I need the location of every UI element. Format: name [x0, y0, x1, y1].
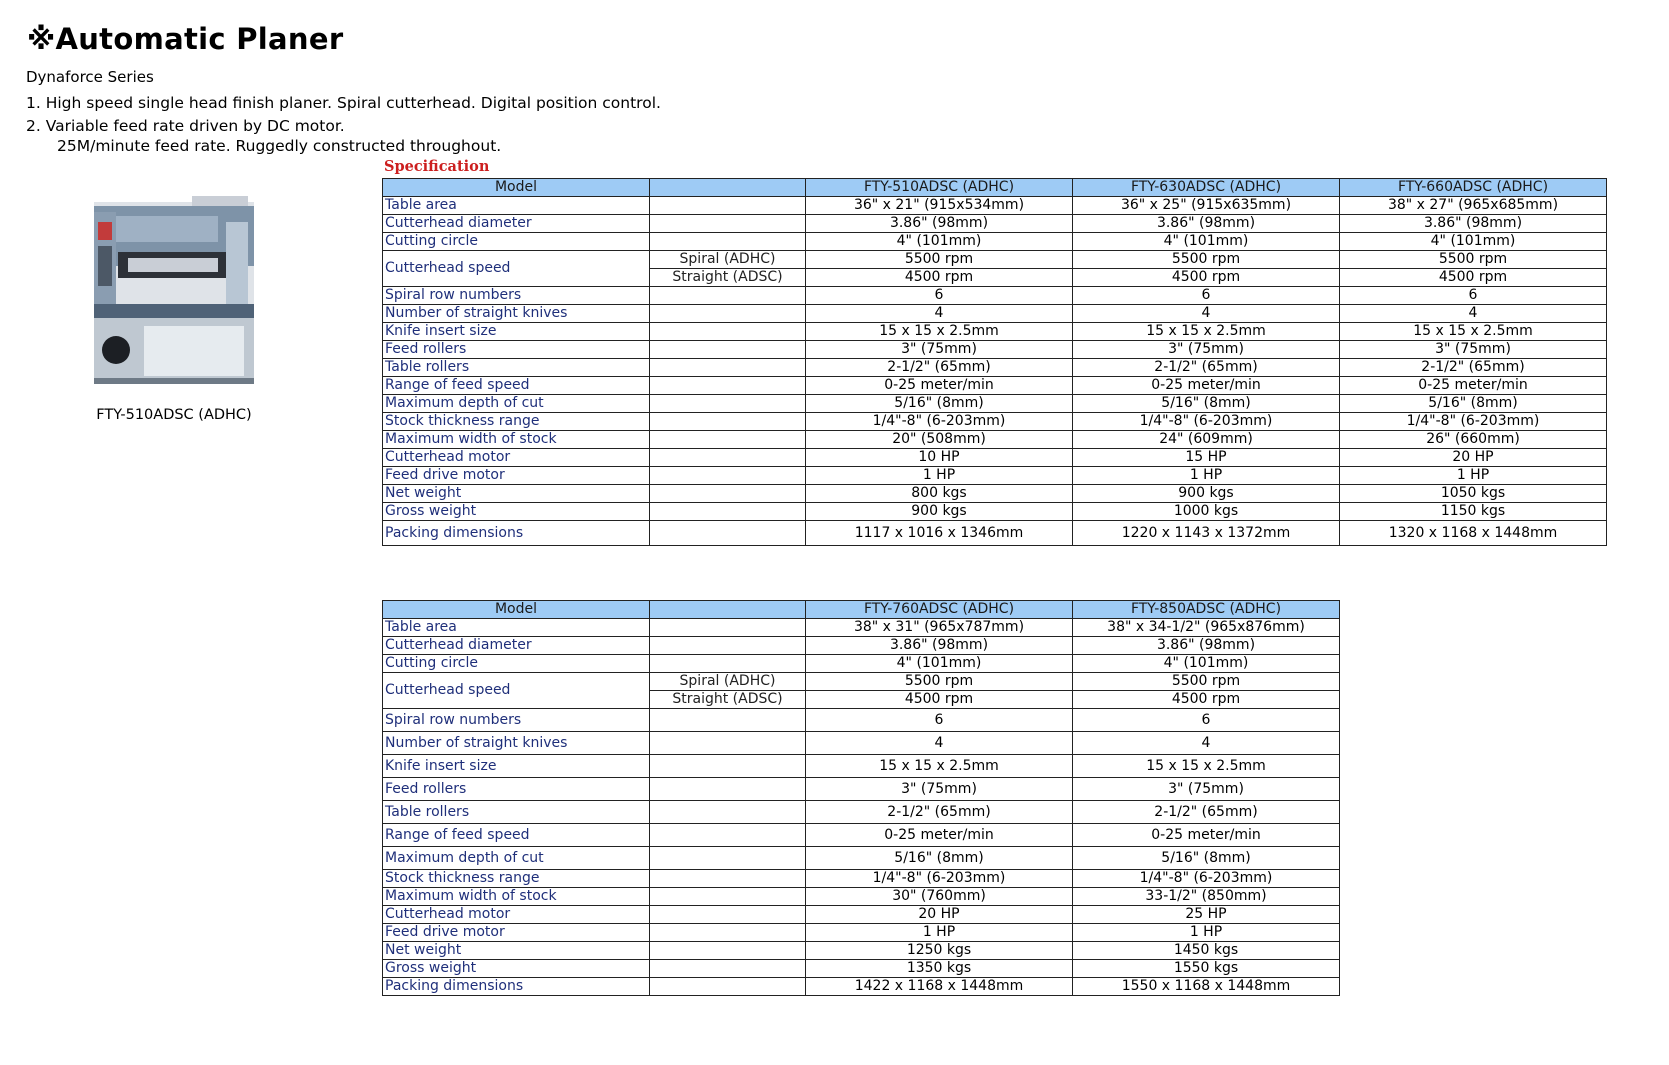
row-label: Cutting circle — [383, 655, 650, 673]
row-label: Feed rollers — [383, 341, 650, 359]
table-row — [383, 485, 1607, 503]
row-label: Maximum width of stock — [383, 888, 650, 906]
table-row — [383, 251, 1607, 269]
cell-value: 3.86" (98mm) — [1073, 215, 1340, 233]
table-row — [383, 521, 1607, 546]
row-label: Cutterhead speed — [383, 251, 650, 287]
table-row — [383, 801, 1340, 824]
cell-value: 5/16" (8mm) — [1340, 395, 1607, 413]
planer-machine-image — [88, 192, 260, 392]
empty-cell — [650, 870, 806, 888]
specification-heading: Specification — [384, 158, 490, 175]
cell-value: 3" (75mm) — [1073, 341, 1340, 359]
row-label: Cutting circle — [383, 233, 650, 251]
cell-value: 5500 rpm — [1340, 251, 1607, 269]
row-label: Maximum width of stock — [383, 431, 650, 449]
table-header-row — [383, 179, 1607, 197]
table-row — [383, 197, 1607, 215]
empty-cell — [650, 233, 806, 251]
row-label: Net weight — [383, 942, 650, 960]
cell-value: 0-25 meter/min — [1340, 377, 1607, 395]
table-row — [383, 305, 1607, 323]
row-label: Cutterhead speed — [383, 673, 650, 709]
model-name: FTY-660ADSC (ADHC) — [1340, 179, 1607, 197]
empty-cell — [650, 824, 806, 847]
cell-value: 1000 kgs — [1073, 503, 1340, 521]
row-label: Spiral row numbers — [383, 709, 650, 732]
cell-value: 1550 kgs — [1073, 960, 1340, 978]
cell-value: 33-1/2" (850mm) — [1073, 888, 1340, 906]
cell-value: 3.86" (98mm) — [806, 637, 1073, 655]
cell-value: 4" (101mm) — [1073, 655, 1340, 673]
cell-value: 1/4"-8" (6-203mm) — [1073, 870, 1340, 888]
empty-cell — [650, 888, 806, 906]
table-row — [383, 847, 1340, 870]
cell-value: 900 kgs — [806, 503, 1073, 521]
cell-value: 5/16" (8mm) — [1073, 847, 1340, 870]
cell-value: 1/4"-8" (6-203mm) — [806, 870, 1073, 888]
cell-value: 6 — [1340, 287, 1607, 305]
empty-cell — [650, 449, 806, 467]
cell-value: 1422 x 1168 x 1448mm — [806, 978, 1073, 996]
table-row — [383, 287, 1607, 305]
empty-cell — [650, 323, 806, 341]
empty-cell — [650, 960, 806, 978]
cell-value: 2-1/2" (65mm) — [806, 359, 1073, 377]
cell-value: 20" (508mm) — [806, 431, 1073, 449]
row-label: Stock thickness range — [383, 870, 650, 888]
table-row — [383, 906, 1340, 924]
cell-value: 1550 x 1168 x 1448mm — [1073, 978, 1340, 996]
row-label: Gross weight — [383, 960, 650, 978]
empty-cell — [650, 637, 806, 655]
table-row — [383, 377, 1607, 395]
table-row — [383, 215, 1607, 233]
cell-value: 4500 rpm — [1073, 691, 1340, 709]
cell-value: 4" (101mm) — [1073, 233, 1340, 251]
cell-value: 1117 x 1016 x 1346mm — [806, 521, 1073, 546]
table-row — [383, 655, 1340, 673]
table-row — [383, 359, 1607, 377]
series-name: Dynaforce Series — [26, 68, 154, 86]
table-row — [383, 942, 1340, 960]
photo-caption: FTY-510ADSC (ADHC) — [96, 407, 252, 423]
cell-value: 1/4"-8" (6-203mm) — [1340, 413, 1607, 431]
cell-value: 1 HP — [1073, 467, 1340, 485]
cell-value: 1450 kgs — [1073, 942, 1340, 960]
sub-label: Spiral (ADHC) — [650, 673, 806, 691]
empty-cell — [650, 942, 806, 960]
row-label: Packing dimensions — [383, 978, 650, 996]
cell-value: 1320 x 1168 x 1448mm — [1340, 521, 1607, 546]
cell-value: 3" (75mm) — [806, 778, 1073, 801]
cell-value: 3" (75mm) — [1340, 341, 1607, 359]
empty-cell — [650, 847, 806, 870]
table-row — [383, 467, 1607, 485]
row-label: Number of straight knives — [383, 305, 650, 323]
spec-table-1 — [382, 178, 1607, 546]
cell-value: 2-1/2" (65mm) — [806, 801, 1073, 824]
empty-cell — [650, 197, 806, 215]
cell-value: 24" (609mm) — [1073, 431, 1340, 449]
row-label: Feed drive motor — [383, 924, 650, 942]
model-name: FTY-760ADSC (ADHC) — [806, 601, 1073, 619]
cell-value: 4 — [1340, 305, 1607, 323]
table-row — [383, 870, 1340, 888]
cell-value: 1 HP — [806, 924, 1073, 942]
sub-label: Spiral (ADHC) — [650, 251, 806, 269]
feature-line-1: 1. High speed single head finish planer. Spiral cutterhead. Digital position control. — [26, 94, 661, 112]
model-name: FTY-850ADSC (ADHC) — [1073, 601, 1340, 619]
row-label: Number of straight knives — [383, 732, 650, 755]
cell-value: 1 HP — [806, 467, 1073, 485]
table-row — [383, 637, 1340, 655]
empty-cell — [650, 413, 806, 431]
empty-cell — [650, 467, 806, 485]
cell-value: 5500 rpm — [806, 251, 1073, 269]
empty-cell — [650, 619, 806, 637]
row-label: Table area — [383, 619, 650, 637]
row-label: Packing dimensions — [383, 521, 650, 546]
cell-value: 4500 rpm — [1340, 269, 1607, 287]
empty-cell — [650, 215, 806, 233]
row-label: Table rollers — [383, 801, 650, 824]
row-label: Table area — [383, 197, 650, 215]
feature-line-3: 25M/minute feed rate. Ruggedly constructed throughout. — [57, 137, 502, 155]
cell-value: 1150 kgs — [1340, 503, 1607, 521]
table-row — [383, 778, 1340, 801]
cell-value: 4 — [1073, 732, 1340, 755]
empty-cell — [650, 778, 806, 801]
row-label: Net weight — [383, 485, 650, 503]
row-label: Maximum depth of cut — [383, 847, 650, 870]
cell-value: 1 HP — [1073, 924, 1340, 942]
cell-value: 15 x 15 x 2.5mm — [806, 323, 1073, 341]
cell-value: 0-25 meter/min — [806, 377, 1073, 395]
cell-value: 1050 kgs — [1340, 485, 1607, 503]
empty-cell — [650, 287, 806, 305]
sub-label: Straight (ADSC) — [650, 269, 806, 287]
cell-value: 1350 kgs — [806, 960, 1073, 978]
cell-value: 36" x 25" (915x635mm) — [1073, 197, 1340, 215]
table-row — [383, 503, 1607, 521]
row-label: Cutterhead diameter — [383, 637, 650, 655]
empty-cell — [650, 341, 806, 359]
row-label: Feed rollers — [383, 778, 650, 801]
cell-value: 5/16" (8mm) — [806, 395, 1073, 413]
row-label: Table rollers — [383, 359, 650, 377]
model-header: Model — [383, 179, 650, 197]
empty-cell — [650, 377, 806, 395]
row-label: Knife insert size — [383, 755, 650, 778]
empty-cell — [650, 709, 806, 732]
empty-cell — [650, 655, 806, 673]
cell-value: 3" (75mm) — [806, 341, 1073, 359]
cell-value: 4500 rpm — [1073, 269, 1340, 287]
cell-value: 15 x 15 x 2.5mm — [1073, 323, 1340, 341]
blank-header — [650, 179, 806, 197]
cell-value: 5/16" (8mm) — [1073, 395, 1340, 413]
cell-value: 4" (101mm) — [806, 233, 1073, 251]
cell-value: 0-25 meter/min — [1073, 824, 1340, 847]
cell-value: 5/16" (8mm) — [806, 847, 1073, 870]
cell-value: 38" x 31" (965x787mm) — [806, 619, 1073, 637]
cell-value: 4500 rpm — [806, 269, 1073, 287]
planer-machine-icon — [88, 192, 260, 392]
table-row — [383, 673, 1340, 691]
empty-cell — [650, 359, 806, 377]
cell-value: 10 HP — [806, 449, 1073, 467]
row-label: Spiral row numbers — [383, 287, 650, 305]
cell-value: 36" x 21" (915x534mm) — [806, 197, 1073, 215]
empty-cell — [650, 978, 806, 996]
table-row — [383, 233, 1607, 251]
empty-cell — [650, 305, 806, 323]
table-row — [383, 888, 1340, 906]
cell-value: 15 x 15 x 2.5mm — [806, 755, 1073, 778]
cell-value: 0-25 meter/min — [1073, 377, 1340, 395]
table-row — [383, 709, 1340, 732]
table-row — [383, 960, 1340, 978]
table-row — [383, 431, 1607, 449]
table-header-row — [383, 601, 1340, 619]
empty-cell — [650, 521, 806, 546]
row-label: Cutterhead motor — [383, 906, 650, 924]
cell-value: 900 kgs — [1073, 485, 1340, 503]
cell-value: 15 HP — [1073, 449, 1340, 467]
row-label: Cutterhead diameter — [383, 215, 650, 233]
cell-value: 5500 rpm — [1073, 673, 1340, 691]
table-row — [383, 755, 1340, 778]
cell-value: 25 HP — [1073, 906, 1340, 924]
model-name: FTY-510ADSC (ADHC) — [806, 179, 1073, 197]
cell-value: 4500 rpm — [806, 691, 1073, 709]
cell-value: 2-1/2" (65mm) — [1340, 359, 1607, 377]
cell-value: 3.86" (98mm) — [1340, 215, 1607, 233]
empty-cell — [650, 924, 806, 942]
page-title: ※Automatic Planer — [27, 22, 344, 56]
cell-value: 15 x 15 x 2.5mm — [1340, 323, 1607, 341]
cell-value: 5500 rpm — [1073, 251, 1340, 269]
table-row — [383, 924, 1340, 942]
row-label: Feed drive motor — [383, 467, 650, 485]
empty-cell — [650, 906, 806, 924]
table-row — [383, 978, 1340, 996]
cell-value: 1 HP — [1340, 467, 1607, 485]
row-label: Maximum depth of cut — [383, 395, 650, 413]
row-label: Cutterhead motor — [383, 449, 650, 467]
cell-value: 30" (760mm) — [806, 888, 1073, 906]
table-row — [383, 413, 1607, 431]
table-row — [383, 732, 1340, 755]
empty-cell — [650, 431, 806, 449]
model-name: FTY-630ADSC (ADHC) — [1073, 179, 1340, 197]
cell-value: 1220 x 1143 x 1372mm — [1073, 521, 1340, 546]
table-row — [383, 449, 1607, 467]
cell-value: 3.86" (98mm) — [806, 215, 1073, 233]
cell-value: 15 x 15 x 2.5mm — [1073, 755, 1340, 778]
cell-value: 20 HP — [806, 906, 1073, 924]
cell-value: 5500 rpm — [806, 673, 1073, 691]
cell-value: 3.86" (98mm) — [1073, 637, 1340, 655]
cell-value: 800 kgs — [806, 485, 1073, 503]
cell-value: 6 — [806, 709, 1073, 732]
cell-value: 4" (101mm) — [1340, 233, 1607, 251]
model-header: Model — [383, 601, 650, 619]
cell-value: 1/4"-8" (6-203mm) — [806, 413, 1073, 431]
empty-cell — [650, 485, 806, 503]
sub-label: Straight (ADSC) — [650, 691, 806, 709]
empty-cell — [650, 755, 806, 778]
table-row — [383, 395, 1607, 413]
cell-value: 1/4"-8" (6-203mm) — [1073, 413, 1340, 431]
cell-value: 20 HP — [1340, 449, 1607, 467]
empty-cell — [650, 801, 806, 824]
cell-value: 38" x 27" (965x685mm) — [1340, 197, 1607, 215]
feature-line-2: 2. Variable feed rate driven by DC motor. — [26, 117, 345, 135]
row-label: Gross weight — [383, 503, 650, 521]
cell-value: 0-25 meter/min — [806, 824, 1073, 847]
cell-value: 38" x 34-1/2" (965x876mm) — [1073, 619, 1340, 637]
cell-value: 4 — [806, 305, 1073, 323]
table-row — [383, 619, 1340, 637]
cell-value: 6 — [1073, 709, 1340, 732]
row-label: Range of feed speed — [383, 824, 650, 847]
cell-value: 4 — [1073, 305, 1340, 323]
empty-cell — [650, 395, 806, 413]
cell-value: 2-1/2" (65mm) — [1073, 801, 1340, 824]
cell-value: 6 — [1073, 287, 1340, 305]
blank-header — [650, 601, 806, 619]
cell-value: 4" (101mm) — [806, 655, 1073, 673]
table-row — [383, 341, 1607, 359]
row-label: Stock thickness range — [383, 413, 650, 431]
empty-cell — [650, 503, 806, 521]
row-label: Knife insert size — [383, 323, 650, 341]
cell-value: 1250 kgs — [806, 942, 1073, 960]
cell-value: 4 — [806, 732, 1073, 755]
cell-value: 3" (75mm) — [1073, 778, 1340, 801]
cell-value: 6 — [806, 287, 1073, 305]
cell-value: 2-1/2" (65mm) — [1073, 359, 1340, 377]
spec-table-2 — [382, 600, 1340, 996]
row-label: Range of feed speed — [383, 377, 650, 395]
cell-value: 26" (660mm) — [1340, 431, 1607, 449]
table-row — [383, 323, 1607, 341]
table-row — [383, 824, 1340, 847]
empty-cell — [650, 732, 806, 755]
